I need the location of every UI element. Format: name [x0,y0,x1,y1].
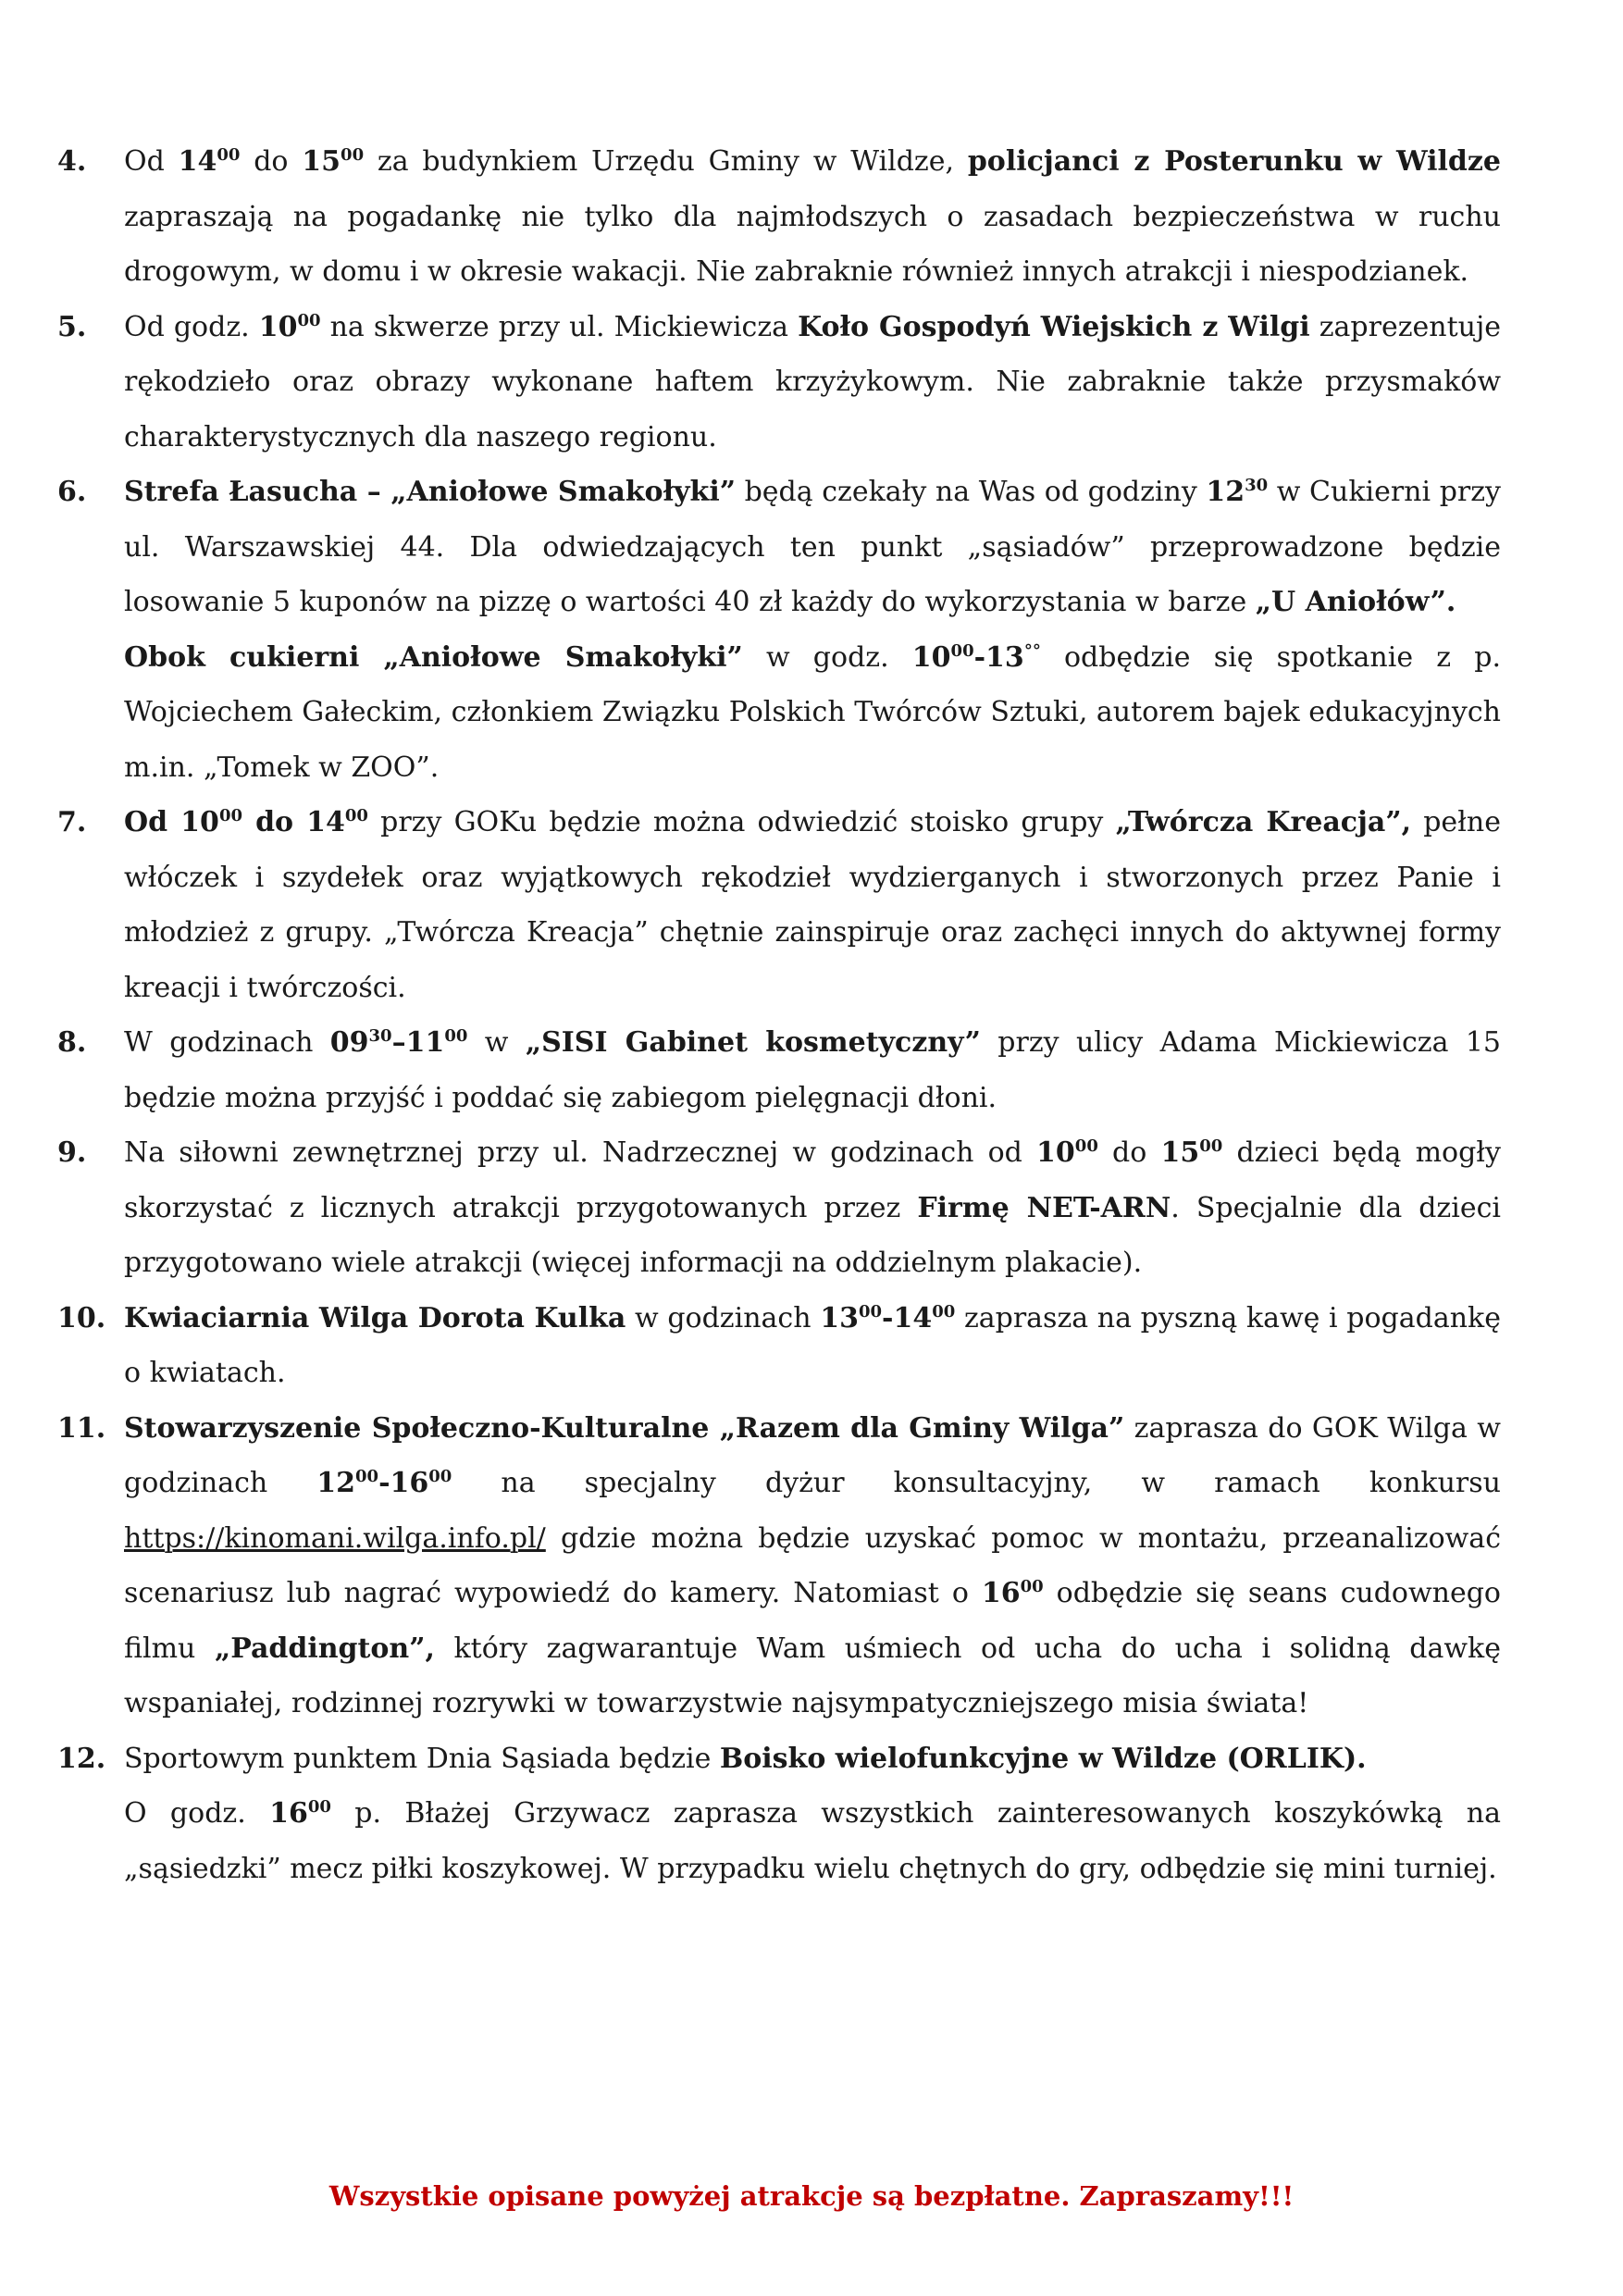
time-superscript: 00 [341,145,365,165]
item-body [124,1125,1501,1291]
item-number: 8. [57,1026,87,1059]
text-run: policjanci z Posterunku w Wildze [967,145,1502,178]
text-run: „Paddington”, [214,1632,435,1665]
item-body [124,465,1501,795]
text-run: Od 10 [124,806,219,838]
text-run: za budynkiem Urzędu Gminy w Wildze, [364,145,968,178]
text-run: Firmę NET-ARN [917,1191,1171,1224]
text-run: 10 [911,640,951,674]
item-body [124,300,1501,465]
text-run: Na siłowni zewnętrznej przy ul. Nadrzecznej w godzinach od [124,1136,1037,1169]
text-run: „U Aniołów”. [1255,586,1456,618]
item-paragraph [124,1401,1501,1731]
text-run: 10 [258,310,298,343]
time-superscript: 00 [444,1026,468,1046]
time-superscript: 30 [368,1026,392,1046]
text-run: będą czekały na Was od godziny [735,476,1207,508]
text-run: odbędzie się spotkanie z p. Wojciechem Gałeckim, członkiem Związku Polskich Twórców Sztuki, autorem bajek edukacyjnych m.in. „Tomek w ZOO”. [124,640,1501,784]
list-item [57,1125,1501,1291]
text-run: . Specjalnie dla dzieci przygotowano wiele atrakcji (więcej informacji na oddzielnym plakacie). [124,1191,1501,1279]
text-run: w godz. [742,640,912,674]
text-run: na specjalny dyżur konsultacyjny, w ramach konkursu [452,1467,1501,1499]
item-body [124,1015,1501,1125]
time-superscript: °° [1023,640,1041,661]
text-run: –11 [391,1026,445,1059]
time-superscript: 00 [1020,1577,1044,1596]
list-item [57,300,1501,465]
text-run: przy ulicy Adama Mickiewicza 15 będzie można przyjść i poddać się zabiegom pielęgnacji dłoni. [124,1026,1502,1114]
text-run: „SISI Gabinet kosmetyczny” [525,1026,981,1059]
text-run: w [467,1026,526,1059]
text-run: Od [124,145,179,178]
item-paragraph [124,1731,1501,1787]
item-paragraph [124,795,1501,1015]
item-number: 6. [57,476,87,508]
text-run: zaprezentuje rękodzieło oraz obrazy wykonane haftem krzyżykowym. Nie zabraknie także przysmaków charakterystycznych dla naszego regionu. [124,310,1502,453]
item-paragraph [124,300,1501,465]
list-item [57,1731,1501,1897]
item-number: 12. [57,1742,106,1775]
list-item [57,1015,1501,1125]
item-number: 10. [57,1301,106,1334]
konkurs-link[interactable]: https://kinomani.wilga.info.pl/ [124,1521,546,1555]
text-run: do [1097,1136,1161,1169]
item-paragraph [124,134,1501,300]
text-run: odbędzie się seans cudownego filmu [124,1577,1501,1665]
list-item [57,1401,1501,1731]
text-run: „Twórcza Kreacja”, [1115,806,1412,838]
text-run: zaprasza na pyszną kawę i pogadankę o kwiatach. [124,1301,1501,1389]
text-run: 15 [1160,1136,1200,1169]
item-paragraph [124,630,1501,796]
list-item [57,134,1501,300]
item-number: 9. [57,1136,87,1169]
text-run: 09 [329,1026,369,1059]
item-paragraph [124,1786,1501,1896]
text-run: Sportowym punktem Dnia Sąsiada będzie [124,1742,720,1775]
text-run: do [240,145,303,178]
text-run: do 14 [242,806,345,838]
item-paragraph [124,1015,1501,1125]
text-run: Od godz. [124,310,259,343]
text-run: dzieci będą mogły skorzystać z licznych atrakcji przygotowanych przez [124,1136,1501,1224]
text-run: Obok cukierni „Aniołowe Smakołyki” [124,640,743,674]
item-paragraph [124,1291,1501,1401]
text-run: gdzie można będzie uzyskać pomoc w montażu, przeanalizować scenariusz lub nagrać wypowiedź do kamery. Natomiast o [124,1521,1501,1609]
item-number: 11. [57,1411,106,1445]
text-run: Boisko wielofunkcyjne w Wildze (ORLIK). [719,1742,1367,1775]
time-superscript: 00 [428,1467,452,1486]
time-superscript: 00 [307,1797,331,1817]
text-run: -13 [973,640,1024,674]
time-superscript: 00 [355,1467,379,1486]
footer-note: Wszystkie opisane powyżej atrakcje są bezpłatne. Zapraszamy!!! [328,2180,1295,2212]
item-body [124,795,1501,1015]
text-run: W godzinach [124,1026,330,1059]
text-run: który zagwarantuje Wam uśmiech od ucha do ucha i solidną dawkę wspaniałej, rodzinnej rozrywki w towarzystwie najsympatyczniejszego misia świata! [124,1632,1501,1719]
attractions-list [57,134,1501,1896]
text-run: 10 [1036,1136,1075,1169]
text-run: 16 [981,1577,1021,1609]
item-body [124,1291,1501,1401]
text-run: 14 [178,145,217,178]
text-run: w Cukierni przy ul. Warszawskiej 44. Dla odwiedzających ten punkt „sąsiadów” przeprowadzone będzie losowanie 5 kuponów na pizzę o wartości 40 zł każdy do wykorzystania w barze [124,476,1501,618]
text-run: 12 [316,1467,356,1499]
time-superscript: 00 [858,1301,883,1322]
item-number: 7. [57,806,87,838]
text-run: 12 [1206,476,1245,508]
text-run: p. Błażej Grzywacz zaprasza wszystkich zainteresowanych koszykówką na „sąsiedzki” mecz piłki koszykowej. W przypadku wielu chętnych do gry, odbędzie się mini turniej. [124,1797,1502,1885]
time-superscript: 30 [1245,476,1269,495]
text-run: Koło Gospodyń Wiejskich z Wilgi [798,310,1310,343]
text-run: O godz. [124,1797,270,1830]
item-body [124,134,1501,300]
item-paragraph [124,465,1501,630]
text-run: przy GOKu będzie można odwiedzić stoisko grupy [367,806,1116,838]
list-item [57,465,1501,795]
text-run: zapraszają na pogadankę nie tylko dla najmłodszych o zasadach bezpieczeństwa w ruchu drogowym, w domu i w okresie wakacji. Nie zabraknie również innych atrakcji i niespodzianek. [124,200,1501,288]
text-run: 13 [820,1301,859,1334]
text-run: -16 [378,1467,429,1499]
time-superscript: 00 [932,1301,956,1322]
time-superscript: 00 [344,806,368,825]
text-run: Strefa Łasucha – „Aniołowe Smakołyki” [124,476,736,508]
time-superscript: 00 [950,640,974,661]
text-run: -14 [882,1301,933,1334]
text-run: zaprasza do GOK Wilga w godzinach [124,1411,1501,1499]
item-body [124,1731,1501,1897]
item-body [124,1401,1501,1731]
item-number: 5. [57,310,87,343]
text-run: Kwiaciarnia Wilga Dorota Kulka [124,1301,626,1334]
text-run: na skwerze przy ul. Mickiewicza [320,310,799,343]
time-superscript: 00 [297,310,321,330]
text-run: pełne włóczek i szydełek oraz wyjątkowych rękodzieł wydzierganych i stworzonych przez Panie i młodzież z grupy. „Twórcza Kreacja” chętnie zainspiruje oraz zachęci innych do aktywnej formy kreacji i twórczości. [124,806,1501,1004]
text-run: Stowarzyszenie Społeczno-Kulturalne „Razem dla Gminy Wilga” [124,1411,1125,1445]
list-item [57,1291,1501,1401]
text-run: 16 [269,1797,308,1830]
time-superscript: 00 [218,806,242,825]
list-item [57,795,1501,1015]
time-superscript: 00 [1074,1136,1098,1156]
item-number: 4. [57,145,87,178]
time-superscript: 00 [217,145,241,165]
item-paragraph [124,1125,1501,1291]
text-run: 15 [302,145,341,178]
text-run: w godzinach [626,1301,821,1334]
time-superscript: 00 [1199,1136,1223,1156]
